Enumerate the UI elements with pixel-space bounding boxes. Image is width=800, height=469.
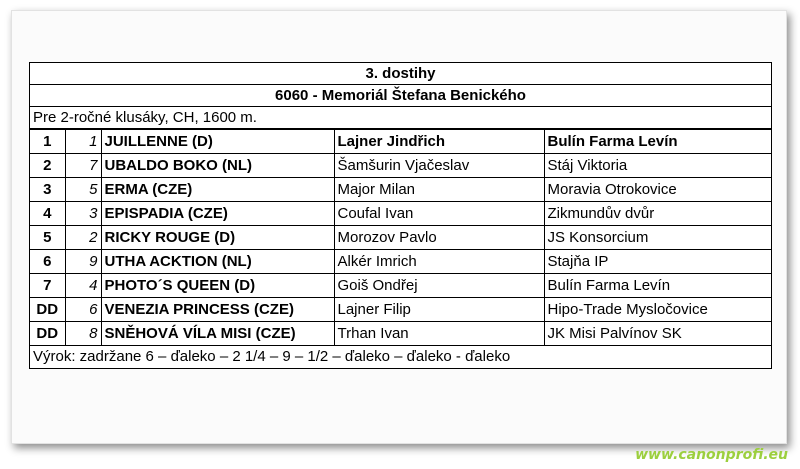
owner-cell: Zikmundův dvůr bbox=[544, 202, 771, 226]
place-cell: 5 bbox=[30, 226, 65, 250]
start-number-cell: 5 bbox=[65, 178, 101, 202]
horse-name-cell: UTHA ACKTION (NL) bbox=[101, 250, 334, 274]
start-number-cell: 9 bbox=[65, 250, 101, 274]
place-cell: DD bbox=[30, 322, 65, 346]
start-number-cell: 6 bbox=[65, 298, 101, 322]
table-row bbox=[30, 154, 771, 178]
table-row bbox=[30, 130, 771, 154]
table-row bbox=[30, 178, 771, 202]
driver-cell: Goiš Ondřej bbox=[334, 274, 544, 298]
horse-name-cell: UBALDO BOKO (NL) bbox=[101, 154, 334, 178]
watermark-text: www.canonprofi.eu bbox=[635, 447, 788, 463]
driver-cell: Trhan Ivan bbox=[334, 322, 544, 346]
place-cell: 4 bbox=[30, 202, 65, 226]
horse-name-cell: SNĚHOVÁ VÍLA MISI (CZE) bbox=[101, 322, 334, 346]
owner-cell: Bulín Farma Levín bbox=[544, 274, 771, 298]
table-row bbox=[30, 202, 771, 226]
place-cell: 3 bbox=[30, 178, 65, 202]
start-number-cell: 3 bbox=[65, 202, 101, 226]
place-cell: 6 bbox=[30, 250, 65, 274]
start-number-cell: 1 bbox=[65, 130, 101, 154]
race-conditions: Pre 2-ročné klusáky, CH, 1600 m. bbox=[30, 107, 771, 129]
place-cell: 7 bbox=[30, 274, 65, 298]
table-row bbox=[30, 322, 771, 346]
horse-name-cell: JUILLENNE (D) bbox=[101, 130, 334, 154]
driver-cell: Lajner Jindřich bbox=[334, 130, 544, 154]
place-cell: 2 bbox=[30, 154, 65, 178]
owner-cell: Stáj Viktoria bbox=[544, 154, 771, 178]
start-number-cell: 2 bbox=[65, 226, 101, 250]
race-name: 6060 - Memoriál Štefana Benického bbox=[30, 85, 771, 107]
driver-cell: Lajner Filip bbox=[334, 298, 544, 322]
start-number-cell: 7 bbox=[65, 154, 101, 178]
driver-cell: Alkér Imrich bbox=[334, 250, 544, 274]
owner-cell: Moravia Otrokovice bbox=[544, 178, 771, 202]
table-row bbox=[30, 274, 771, 298]
table-row bbox=[30, 298, 771, 322]
driver-cell: Major Milan bbox=[334, 178, 544, 202]
start-number-cell: 8 bbox=[65, 322, 101, 346]
horse-name-cell: RICKY ROUGE (D) bbox=[101, 226, 334, 250]
start-number-cell: 4 bbox=[65, 274, 101, 298]
owner-cell: Hipo-Trade Mysločovice bbox=[544, 298, 771, 322]
horse-name-cell: VENEZIA PRINCESS (CZE) bbox=[101, 298, 334, 322]
owner-cell: JK Misi Palvínov SK bbox=[544, 322, 771, 346]
results-sheet bbox=[29, 62, 772, 369]
owner-cell: JS Konsorcium bbox=[544, 226, 771, 250]
race-verdict: Výrok: zadržane 6 – ďaleko – 2 1/4 – 9 – 1/2 – ďaleko – ďaleko - ďaleko bbox=[33, 348, 511, 365]
race-title: 3. dostihy bbox=[30, 63, 771, 85]
driver-cell: Šamšurin Vjačeslav bbox=[334, 154, 544, 178]
horse-name-cell: PHOTO´S QUEEN (D) bbox=[101, 274, 334, 298]
horse-name-cell: ERMA (CZE) bbox=[101, 178, 334, 202]
place-cell: DD bbox=[30, 298, 65, 322]
horse-name-cell: EPISPADIA (CZE) bbox=[101, 202, 334, 226]
owner-cell: Bulín Farma Levín bbox=[544, 130, 771, 154]
photo-card bbox=[11, 10, 787, 444]
driver-cell: Morozov Pavlo bbox=[334, 226, 544, 250]
table-row bbox=[30, 250, 771, 274]
table-row bbox=[30, 226, 771, 250]
results-table bbox=[30, 129, 771, 346]
driver-cell: Coufal Ivan bbox=[334, 202, 544, 226]
owner-cell: Stajňa IP bbox=[544, 250, 771, 274]
place-cell: 1 bbox=[30, 130, 65, 154]
